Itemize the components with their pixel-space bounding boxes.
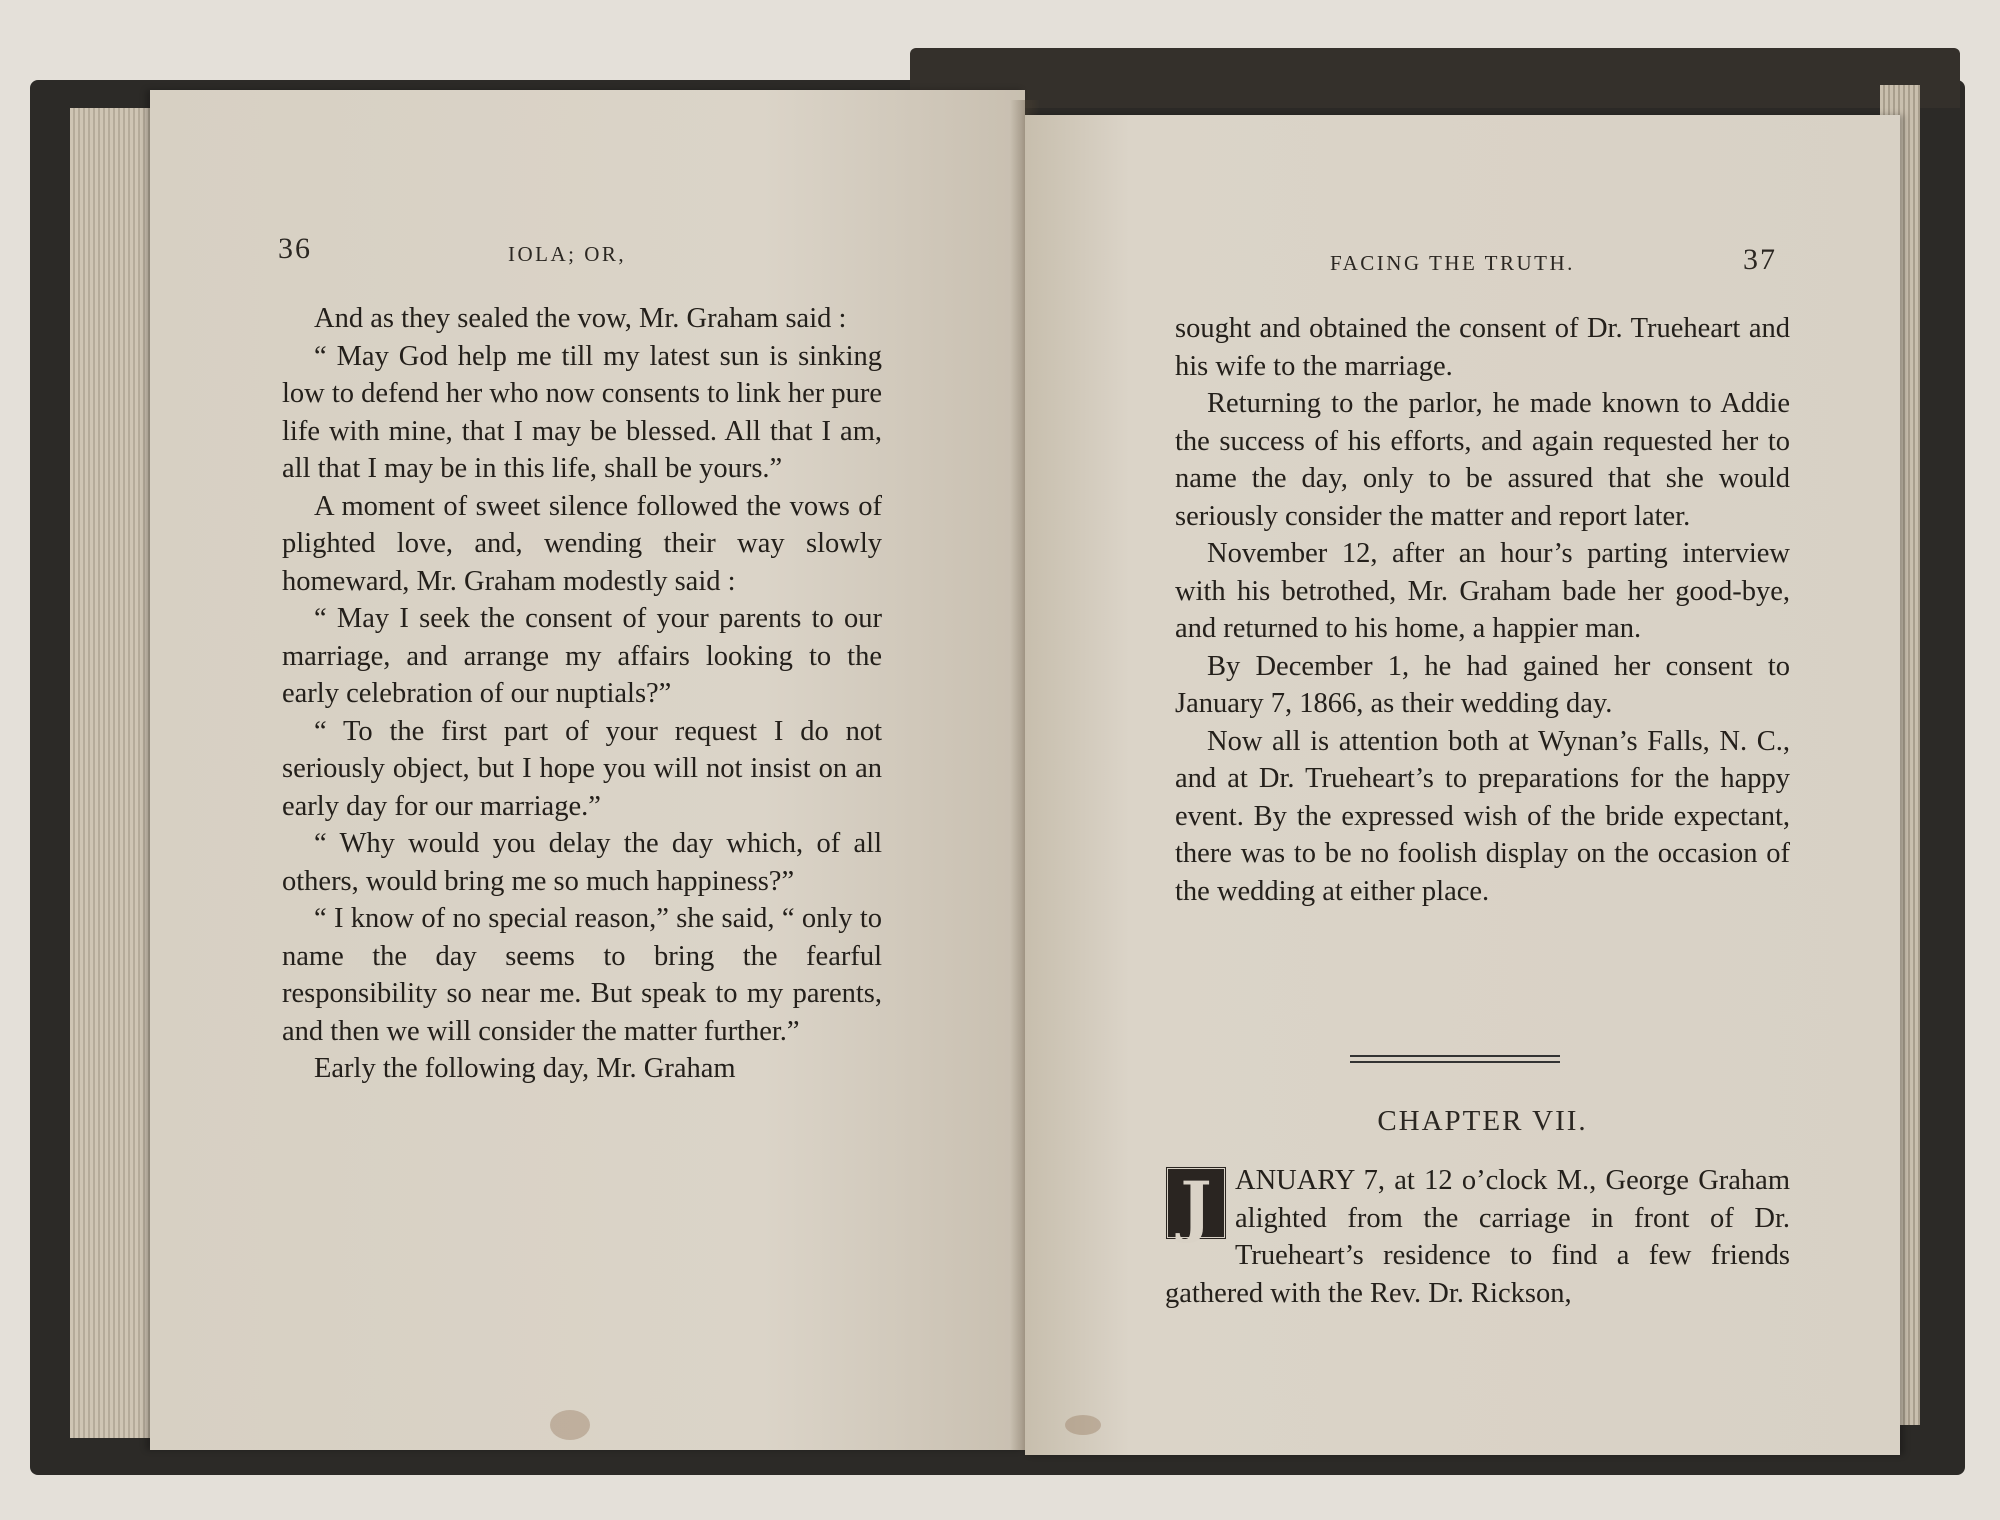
paragraph: November 12, after an hour’s parting interview with his betrothed, Mr. Graham bade her good-bye, and returned to his home, a happier man. [1175,538,1790,644]
chapter-heading: CHAPTER VII. [1377,1105,1588,1137]
paragraph: “ May I seek the consent of your parents to our marriage, and arrange my affairs looking to the early celebration of our nuptials?” [282,603,882,709]
left-body-text [282,300,882,1088]
paragraph: By December 1, he had gained her consent to January 7, 1866, as their wedding day. [1175,650,1790,719]
paragraph: Returning to the parlor, he made known to Addie the success of his efforts, and again requested her to name the day, only to be assured that she would seriously consider the matter and report later. [1175,388,1790,532]
right-running-head [1025,245,1900,285]
paragraph: A moment of sweet silence followed the vows of plighted love, and, wending their way slowly homeward, Mr. Graham modestly said : [282,490,882,597]
paragraph: sought and obtained the consent of Dr. Trueheart and his wife to the marriage. [1175,313,1790,382]
right-page-number: 37 [1743,243,1777,276]
paragraph: “ Why would you delay the day which, of all others, would bring me so much happiness?” [282,828,882,897]
chapter-opening-paragraph: ANUARY 7, at 12 o’clock M., George Graham alighted from the carriage in front of Dr. Trueheart’s residence to find a few friends gathered with the Rev. Dr. Rickson, [1165,1165,1790,1309]
right-running-title: FACING THE TRUTH. [1330,251,1575,275]
left-running-title: IOLA; OR, [508,242,627,266]
paragraph: “ I know of no special reason,” she said, “ only to name the day seems to bring the fearful responsibility so near me. But speak to my parents, and then we will consider the matter further.” [282,903,882,1047]
paragraph: Early the following day, Mr. Graham [314,1053,736,1084]
paragraph: And as they sealed the vow, Mr. Graham said : [314,303,847,334]
right-body-text [1175,310,1790,910]
left-page-number: 36 [278,232,312,265]
chapter-opening-text [1165,1162,1790,1312]
chapter-divider-rule [1350,1055,1560,1063]
paragraph: Now all is attention both at Wynan’s Falls, N. C., and at Dr. Trueheart’s to preparations for the happy event. By the expressed wish of the bride expectant, there was to be no foolish display on the occasion of the wedding at either place. [1175,725,1790,907]
left-running-head [150,232,1025,280]
dropcap-letter: J [1165,1166,1227,1240]
page-stain [1065,1415,1101,1435]
book-spine-edge [910,48,1960,108]
paragraph: “ To the first part of your request I do not seriously object, but I hope you will not insist on an early day for our marriage.” [282,715,882,822]
paragraph: “ May God help me till my latest sun is sinking low to defend her who now consents to link her pure life with mine, that I may be blessed. All that I am, all that I may be in this life, shall be yours.” [282,340,882,484]
page-stain [550,1410,590,1440]
left-page [150,90,1025,1450]
right-page [1025,115,1900,1455]
